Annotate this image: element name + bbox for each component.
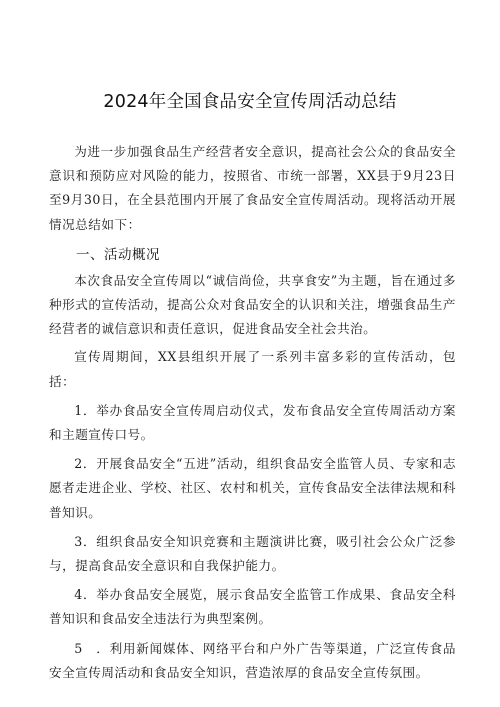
activity-item-4: 4．举办食品安全展览，展示食品安全监管工作成果、食品安全科普知识和食品安全违法行为典型案例。 — [49, 587, 456, 627]
document-body — [49, 140, 456, 685]
activities-intro-paragraph: 宣传周期间，XX县组织开展了一系列丰富多彩的宣传活动，包括： — [49, 349, 456, 389]
activity-item-2: 2．开展食品安全“五进”活动，组织食品安全监管人员、专家和志愿者走进企业、学校、社区、农村和机关，宣传食品安全法律法规和科普知识。 — [49, 456, 456, 520]
section-heading-overview: 一、活动概况 — [76, 246, 160, 263]
intro-paragraph: 为进一步加强食品生产经营者安全意识，提高社会公众的食品安全意识和预防应对风险的能力，按照省、市统一部署，XX县于9月23日至9月30日，在全县范围内开展了食品安全宣传周活动。现将活动开展情况总结如下： — [49, 144, 456, 232]
activity-item-3: 3．组织食品安全知识竞赛和主题演讲比赛，吸引社会公众广泛参与，提高食品安全意识和自我保护能力。 — [49, 533, 456, 574]
activity-item-1: 1．举办食品安全宣传周启动仪式，发布食品安全宣传周活动方案和主题宣传口号。 — [49, 402, 456, 443]
activity-item-5: 5 ．利用新闻媒体、网络平台和户外广告等渠道，广泛宣传食品安全宣传周活动和食品安全知识，营造浓厚的食品安全宣传氛围。 — [49, 640, 456, 680]
theme-paragraph: 本次食品安全宣传周以“诚信尚俭，共享食安”为主题，旨在通过多种形式的宣传活动，提高公众对食品安全的认识和关注，增强食品生产经营者的诚信意识和责任意识，促进食品安全社会共治。 — [49, 272, 456, 337]
page-title: 2024年全国食品安全宣传周活动总结 — [103, 92, 397, 112]
